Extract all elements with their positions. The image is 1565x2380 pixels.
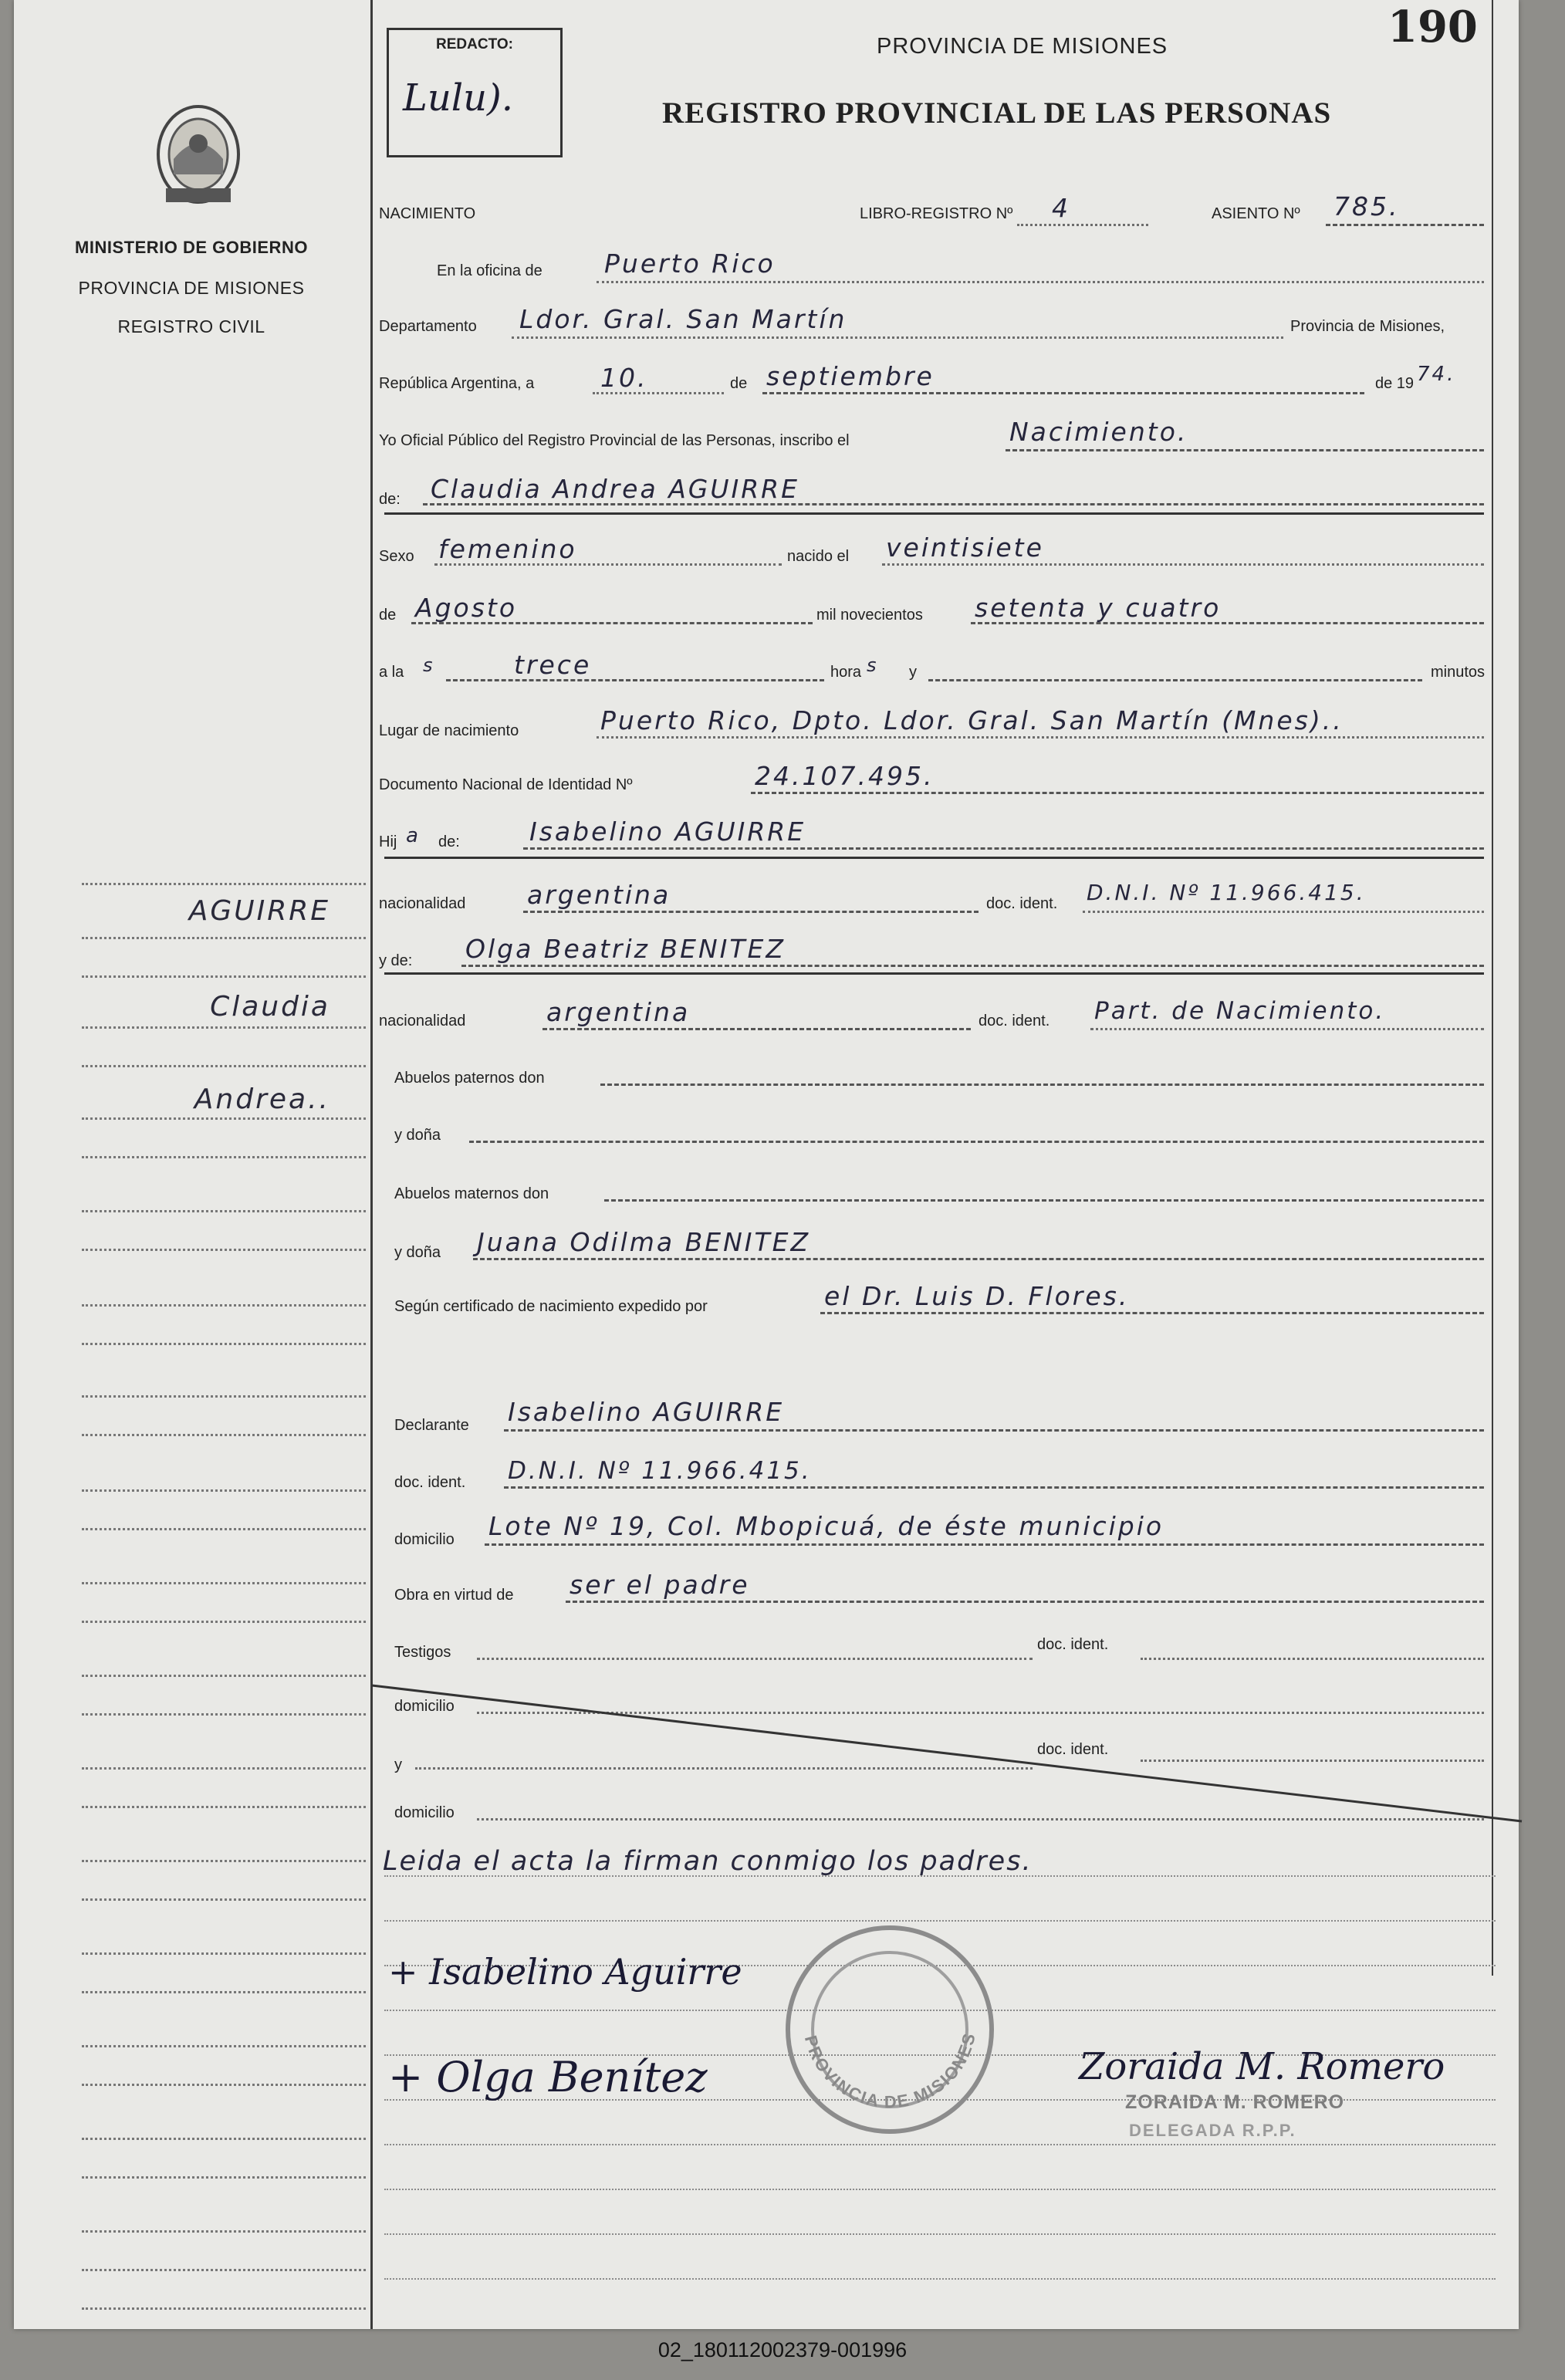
name-underline [384,512,1484,515]
svg-text:PROVINCIA DE MISIONES [801,2030,979,2111]
de-label: de [730,375,748,392]
dni-value: 24.107.495. [755,761,935,791]
inscribo-value: Nacimiento. [1009,417,1188,447]
margin-line [82,883,366,885]
fill-line [1017,224,1148,226]
domicilio-value: Lote Nº 19, Col. Mbopicuá, de éste municipio [488,1511,1164,1541]
official-stamp-icon [774,1914,1006,2145]
stamp-text: PROVINCIA DE MISIONES [800,2030,980,2112]
ministry-heading: MINISTERIO DE GOBIERNO [75,238,308,257]
anio-label: de 19 [1375,375,1415,392]
margin-line [82,1860,366,1862]
doc-ident-2-value: Part. de Nacimiento. [1094,997,1386,1025]
registry-title: REGISTRO PROVINCIAL DE LAS PERSONAS [662,96,1332,130]
official-signature: Zoraida M. Romero [1079,2045,1445,2088]
libro-label: LIBRO-REGISTRO Nº [860,205,1013,222]
margin-line [82,975,366,978]
y-2-label: y [394,1756,402,1773]
oficina-label: En la oficina de [437,262,543,279]
fill-line [543,1028,971,1030]
margin-line [82,1065,366,1067]
province-title: PROVINCIA DE MISIONES [877,34,1168,59]
margin-line [82,1898,366,1901]
margin-line [82,1675,366,1677]
margin-line [82,1249,366,1251]
ruled-line [384,2233,1496,2235]
padre-value: Isabelino AGUIRRE [529,816,806,847]
closing-text: Leida el acta la firman conmigo los padres. [383,1846,1033,1877]
margin-line [82,2230,366,2233]
departamento-value: Ldor. Gral. San Martín [519,304,847,334]
official-name-stamp: ZORAIDA M. ROMERO [1125,2091,1345,2113]
libro-value: 4 [1052,193,1070,223]
nacimiento-label: NACIMIENTO [379,205,476,222]
departamento-label: Departamento [379,318,477,335]
ruled-line [384,2278,1496,2280]
fill-line [1141,1658,1484,1660]
nacido-value: veintisiete [886,532,1044,563]
father-signature: + Isabelino Aguirre [388,1951,742,1993]
fill-line [1006,449,1484,451]
fill-line [523,847,1484,850]
margin-line [82,1952,366,1955]
margin-line [82,1117,366,1120]
fill-line [504,1429,1484,1432]
alas-label: a la [379,664,404,681]
obra-label: Obra en virtud de [394,1587,514,1604]
margin-middle-name: Andrea.. [194,1084,330,1115]
margin-line [82,2269,366,2271]
fill-line [928,679,1422,681]
obra-value: ser el padre [570,1570,750,1600]
nacionalidad-1-label: nacionalidad [379,895,466,912]
anio-nac-value: setenta y cuatro [975,593,1222,623]
fill-line [473,1258,1484,1260]
fill-line [593,392,724,394]
margin-first-name: Claudia [210,991,330,1023]
registry-heading: REGISTRO CIVIL [117,316,265,336]
margin-line [82,1489,366,1492]
fill-line [597,736,1484,739]
fill-line [411,622,813,624]
fill-line [820,1312,1484,1314]
oficina-value: Puerto Rico [604,248,776,279]
nacido-label: nacido el [787,548,850,565]
father-signature-text: Isabelino Aguirre [429,1951,742,1993]
doc-ident-2-label: doc. ident. [979,1013,1050,1029]
margin-line [82,1528,366,1530]
fill-line [1090,1028,1484,1030]
abuelos-paternos-label: Abuelos paternos don [394,1070,545,1087]
sexo-value: femenino [438,534,577,564]
fill-line [461,965,1484,967]
domicilio-2-label: domicilio [394,1698,455,1715]
father-underline [384,857,1484,859]
fill-line [604,1199,1484,1202]
asiento-value: 785. [1333,191,1400,221]
y-dona-1-label: y doña [394,1127,441,1144]
cancellation-line [372,1675,1530,1829]
fill-line [469,1141,1484,1143]
fill-line [597,281,1484,283]
hora-value: trece [514,650,592,680]
mother-signature: + Olga Benítez [388,2053,708,2101]
margin-line [82,1395,366,1398]
margin-line [82,2084,366,2086]
domicilio-3-label: domicilio [394,1804,455,1821]
sexo-label: Sexo [379,548,414,565]
horas-suffix: s [867,654,879,676]
asiento-label: ASIENTO Nº [1212,205,1300,222]
fill-line [446,679,824,681]
oficial-label: Yo Oficial Público del Registro Provincial de las Personas, inscribo el [379,432,850,449]
province-heading: PROVINCIA DE MISIONES [78,278,305,298]
margin-line [82,1621,366,1623]
mes-value: septiembre [766,361,935,391]
margin-line [82,1767,366,1770]
fill-line [485,1543,1484,1546]
certificado-label: Según certificado de nacimiento expedido por [394,1298,708,1315]
doc-ident-1-label: doc. ident. [986,895,1058,912]
mil-label: mil novecientos [816,607,923,624]
abuelos-maternos-label: Abuelos maternos don [394,1185,549,1202]
margin-line [82,1304,366,1307]
nombre-value: Claudia Andrea AGUIRRE [431,474,799,504]
republica-label: República Argentina, a [379,375,535,392]
provincia-label: Provincia de Misiones, [1290,318,1445,335]
hija-label-pre: Hij [379,833,397,850]
margin-line [82,1713,366,1716]
margin-line [82,1806,366,1808]
doc-ident-5-label: doc. ident. [1037,1741,1109,1758]
margin-line [82,2138,366,2140]
margin-line [82,1434,366,1436]
nacionalidad-1-value: argentina [527,880,671,910]
fill-line [751,792,1484,794]
redacto-signature: Lulu). [403,76,514,120]
certificado-value: el Dr. Luis D. Flores. [824,1281,1130,1311]
de-month-label: de [379,607,397,624]
margin-line [82,1210,366,1212]
declarante-label: Declarante [394,1417,469,1434]
mes-nac-value: Agosto [415,593,518,623]
margin-line [82,1991,366,1993]
margin-line [82,2176,366,2179]
dia-value: 10. [600,363,648,393]
doc-ident-4-label: doc. ident. [1037,1636,1109,1653]
fill-line [600,1084,1484,1086]
hija-label-mid: a [406,824,421,847]
fill-line [523,911,979,913]
coat-of-arms-icon [150,97,246,211]
hija-label-post: de: [438,833,460,850]
fill-line [512,336,1283,339]
margin-line [82,1343,366,1345]
fill-line [1326,224,1484,226]
margin-line [82,2045,366,2047]
fill-line [1083,911,1484,913]
domicilio-label: domicilio [394,1531,455,1548]
y-de-label: y de: [379,952,413,969]
doc-ident-3-value: D.N.I. Nº 11.966.415. [508,1457,812,1485]
column-divider [370,0,373,2329]
margin-line [82,1026,366,1029]
abuela-materna-value: Juana Odilma BENITEZ [477,1227,811,1257]
redacto-label: REDACTO: [436,36,513,52]
fill-line [504,1486,1484,1489]
minutos-label: minutos [1431,664,1486,681]
certificate-page [14,0,1519,2329]
dni-label: Documento Nacional de Identidad Nº [379,776,633,793]
margin-line [82,937,366,939]
fill-line [882,563,1484,566]
fill-line [971,622,1484,624]
de-name-label: de: [379,491,401,508]
ruled-line [384,2189,1496,2190]
page-number: 190 [1388,2,1478,52]
margin-line [82,1582,366,1584]
fill-line [423,503,1484,505]
scan-identifier: 02_180112002379-001996 [657,2338,908,2361]
doc-ident-3-label: doc. ident. [394,1474,466,1491]
redacto-box [387,28,563,157]
lugar-label: Lugar de nacimiento [379,722,519,739]
fill-line [762,392,1364,394]
alas-suffix: s [423,654,435,676]
fill-line [477,1658,1033,1660]
nacionalidad-2-label: nacionalidad [379,1013,466,1029]
mother-signature-text: Olga Benítez [436,2053,708,2101]
margin-line [82,2307,366,2310]
official-role-stamp: DELEGADA R.P.P. [1129,2121,1296,2140]
mother-underline [384,972,1484,975]
horas-label: hora [830,664,862,681]
doc-ident-1-value: D.N.I. Nº 11.966.415. [1087,880,1366,905]
margin-line [82,1156,366,1158]
margin-surname: AGUIRRE [188,895,330,927]
testigos-label: Testigos [394,1644,451,1661]
fill-line [566,1601,1484,1603]
lugar-value: Puerto Rico, Dpto. Ldor. Gral. San Martín (Mnes).. [600,705,1344,735]
fill-line [434,563,782,566]
declarante-value: Isabelino AGUIRRE [508,1397,785,1427]
nacionalidad-2-value: argentina [546,997,691,1027]
y-dona-2-label: y doña [394,1244,441,1261]
y-label: y [909,664,917,681]
madre-value: Olga Beatriz BENITEZ [465,934,786,964]
anio-value: 74. [1417,363,1456,386]
